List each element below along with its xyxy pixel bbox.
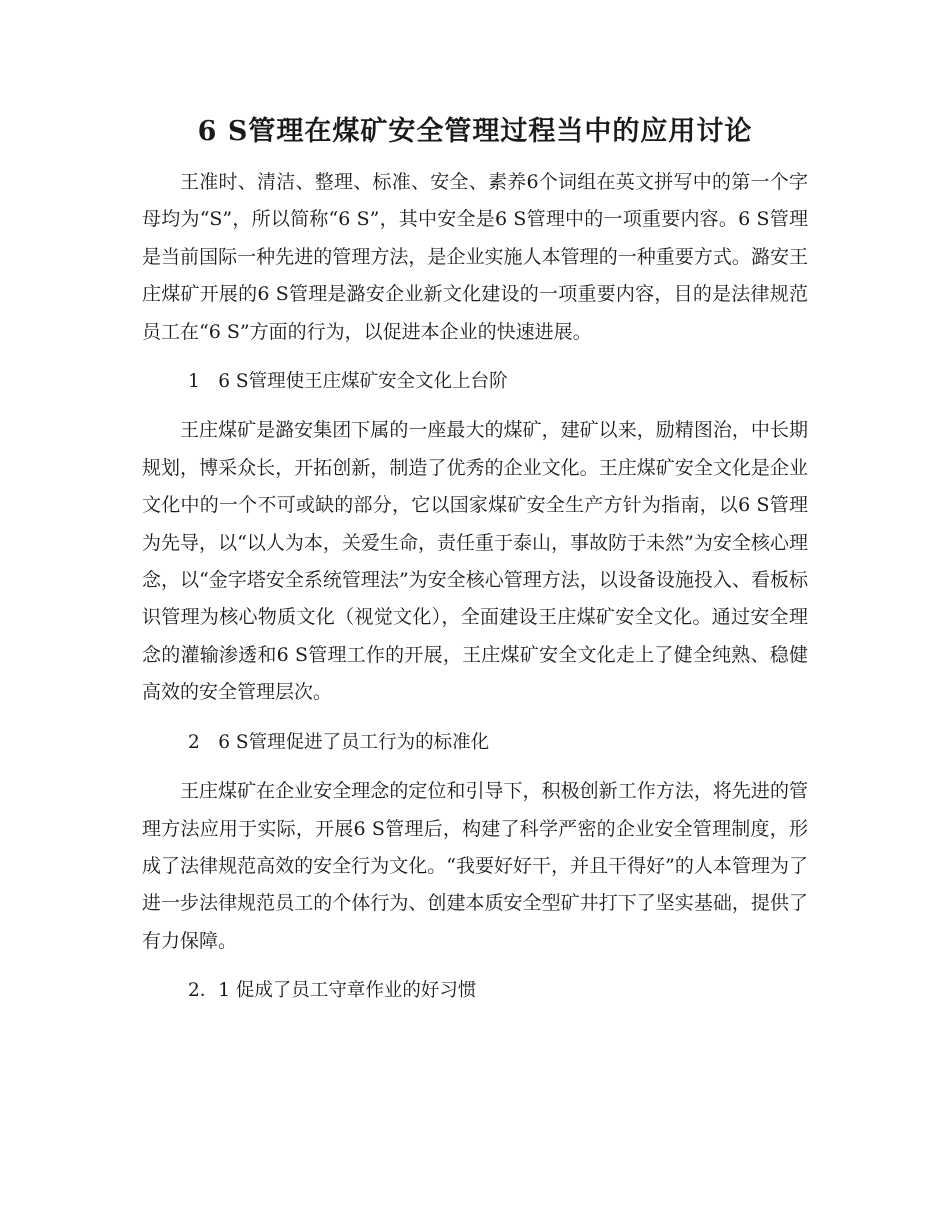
page-title: 6 S管理在煤矿安全管理过程当中的应用讨论	[197, 116, 753, 147]
paragraph-intro: 王准时、清洁、整理、标准、安全、素养6个词组在英文拼写中的第一个字母均为“S”，所以简称“6 S”，其中安全是6 S管理中的一项重要内容。6 S管理是当前国际一种先进的管理方法，是企业实施人本管理的一种重要方式。潞安王庄煤矿开展的6 S管理是潞安企业新文化建设的一项重要内容，目的是法律规范员工在“6 S”方面的行为，以促进本企业的快速进展。	[142, 171, 808, 343]
paragraph-section-1: 王庄煤矿是潞安集团下属的一座最大的煤矿，建矿以来，励精图治，中长期规划，博采众长，开拓创新，制造了优秀的企业文化。王庄煤矿安全文化是企业文化中的一个不可或缺的部分，它以国家煤矿安全生产方针为指南，以6 S管理为先导，以“以人为本，关爱生命，责任重于泰山，事故防于未然”为安全核心理念，以“金字塔安全系统管理法”为安全核心管理方法，以设备设施投入、看板标识管理为核心物质文化（视觉文化），全面建设王庄煤矿安全文化。通过安全理念的灌输渗透和6 S管理工作的开展，王庄煤矿安全文化走上了健全纯熟、稳健高效的安全管理层次。	[142, 419, 808, 704]
paragraph-section-2: 王庄煤矿在企业安全理念的定位和引导下，积极创新工作方法，将先进的管理方法应用于实际，开展6 S管理后，构建了科学严密的企业安全管理制度，形成了法律规范高效的安全行为文化。“我要好好干，并且干得好”的人本管理为了进一步法律规范员工的个体行为、创建本质安全型矿井打下了坚实基础，提供了有力保障。	[142, 780, 808, 952]
section-heading-1: 1 6 S管理使王庄煤矿安全文化上台阶	[188, 371, 508, 393]
document-body	[142, 164, 808, 1022]
subsection-heading-2-1: 2．1 促成了员工守章作业的好习惯	[188, 980, 477, 1002]
section-heading-2: 2 6 S管理促进了员工行为的标准化	[188, 731, 490, 753]
